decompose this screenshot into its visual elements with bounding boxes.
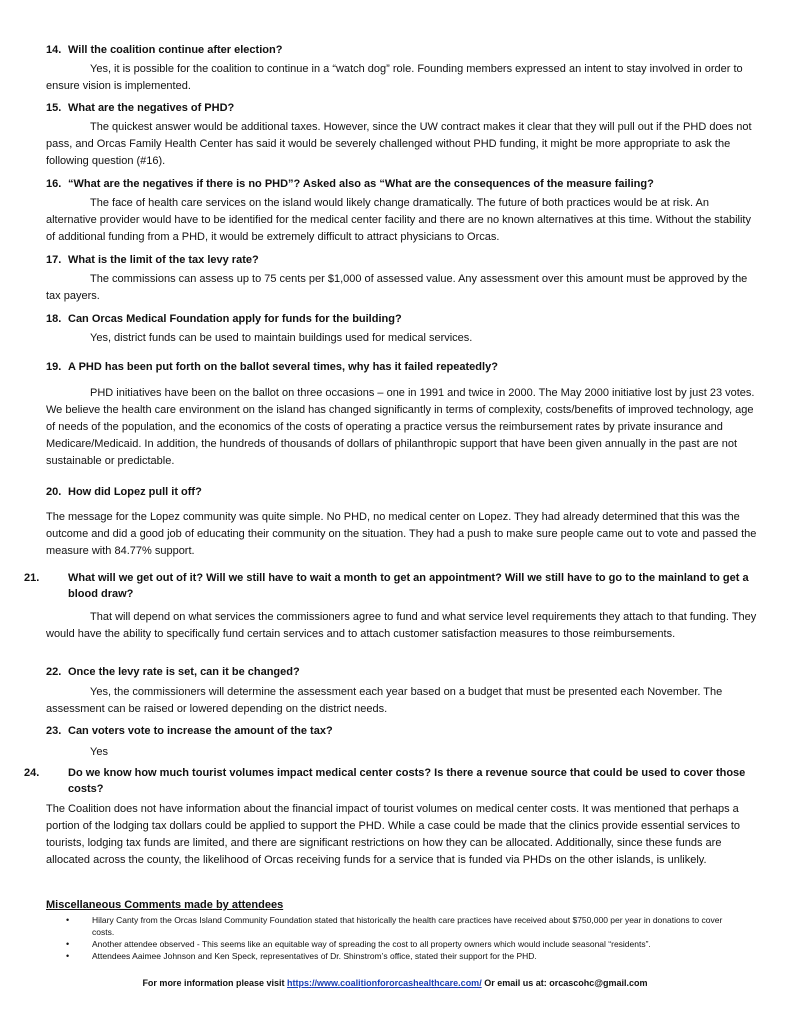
list-item: • Attendees Aaimee Johnson and Ken Speck, representatives of Dr. Shinstrom’s office, stated their support for the PHD. [66,951,537,961]
answer-15: The quickest answer would be additional taxes. However, since the UW contract makes it clear that they will pull out if the PHD does not pass, and Orcas Family Health Center has said it would be severely challenged without PHD funding, it might be more appropriate to ask the following question (#16). [46,121,752,167]
question-20: 20. How did Lopez pull it off? [46,486,202,498]
question-18: 18. Can Orcas Medical Foundation apply for funds for the building? [46,313,402,325]
answer-24: The Coalition does not have information about the financial impact of tourist volumes on medical center costs. It was mentioned that perhaps a portion of the lodging tax dollars could be applied to support the PHD. While a case could be made that the clinics provide essential services to tourists, lodging tax funds are limited, and there are significant restrictions on how they can be allocated. Additionally, since these funds are allocated across the county, the likelihood of Orcas receiving funds for a service that is funded via PHDs on the other islands, is unlikely. [46,803,741,866]
question-23: 23. Can voters vote to increase the amount of the tax? [46,725,333,737]
bullet-icon: • [66,915,70,925]
answer-14: Yes, it is possible for the coalition to continue in a “watch dog” role. Founding members expressed an intent to stay involved in order to ensure vision is implemented. [46,63,743,92]
question-17: 17. What is the limit of the tax levy rate? [46,254,259,266]
question-19: 19. A PHD has been put forth on the ballot several times, why has it failed repeatedly? [46,361,498,373]
question-15: 15. What are the negatives of PHD? [46,102,235,114]
question-14: 14. Will the coalition continue after election? [46,44,283,56]
bullet-icon: • [66,939,70,949]
answer-16: The face of health care services on the island would likely change dramatically. The future of both practices would be at risk. An alternative provider would have to be identified for the medical center facility and there are no known alternatives at this time. Without the stability of additional funding from a PHD, it would be extremely difficult to attract physicians to Orcas. [46,197,751,243]
answer-22: Yes, the commissioners will determine the assessment each year based on a budget that must be presented each November. The assessment can be raised or lowered depending on the district needs. [46,686,723,715]
bullet-icon: • [66,951,70,961]
list-item: • Another attendee observed - This seems like an equitable way of spreading the cost to all property owners which would include seasonal “residents”. [66,939,651,949]
answer-21: That will depend on what services the commissioners agree to fund and what service level requirements they attach to that funding. They would have the ability to specifically fund certain services and to attach customer satisfaction measures to those reimbursements. [46,611,757,640]
question-24: 24. Do we know how much tourist volumes impact medical center costs? Is there a revenue source that could be used to cover those costs? [24,767,746,795]
answer-20: The message for the Lopez community was quite simple. No PHD, no medical center on Lopez. They had already determined that this was the outcome and did a good job of educating their community on the situation. They had a push to make sure people came out to vote and passed the measure with 84.77% support. [46,511,757,557]
misc-comments-heading: Miscellaneous Comments made by attendees [46,899,284,911]
misc-comments-list [46,914,726,962]
question-21: 21. What will we get out of it? Will we still have to wait a month to get an appointment? Will we still have to go to the mainland to get a blood draw? [24,572,749,600]
question-16: 16. “What are the negatives if there is no PHD”? Asked also as “What are the consequences of the measure failing? [46,178,654,190]
answer-23: Yes [90,746,108,758]
answer-18: Yes, district funds can be used to maintain buildings used for medical services. [90,332,473,344]
website-link[interactable]: https://www.coalitionfororcashealthcare.com/ [286,978,482,988]
answer-19: PHD initiatives have been on the ballot on three occasions – one in 1991 and twice in 2000. The May 2000 initiative lost by just 23 votes. We believe the health care environment on the island has changed significantly in terms of complexity, costs/benefits of improved technology, age of needs of the population, and the economics of the costs of operating a practice versus the reimbursement rates by private insurance and Medicare/Medicaid. In addition, the hundreds of thousands of dollars of philanthropic support that have been given annually in the past are not sustainable or predictable. [46,387,755,467]
list-item: • Hilary Canty from the Orcas Island Community Foundation stated that historically the health care practices have received about $750,000 per year in donations to cover costs. [66,915,723,937]
footer: For more information please visit https://www.coalitionfororcashealthcare.com/ Or email us at: orcascohc@gmail.com [142,978,648,988]
question-22: 22. Once the levy rate is set, can it be changed? [46,666,300,678]
answer-17: The commissions can assess up to 75 cents per $1,000 of assessed value. Any assessment over this amount must be approved by the tax payers. [46,273,748,302]
